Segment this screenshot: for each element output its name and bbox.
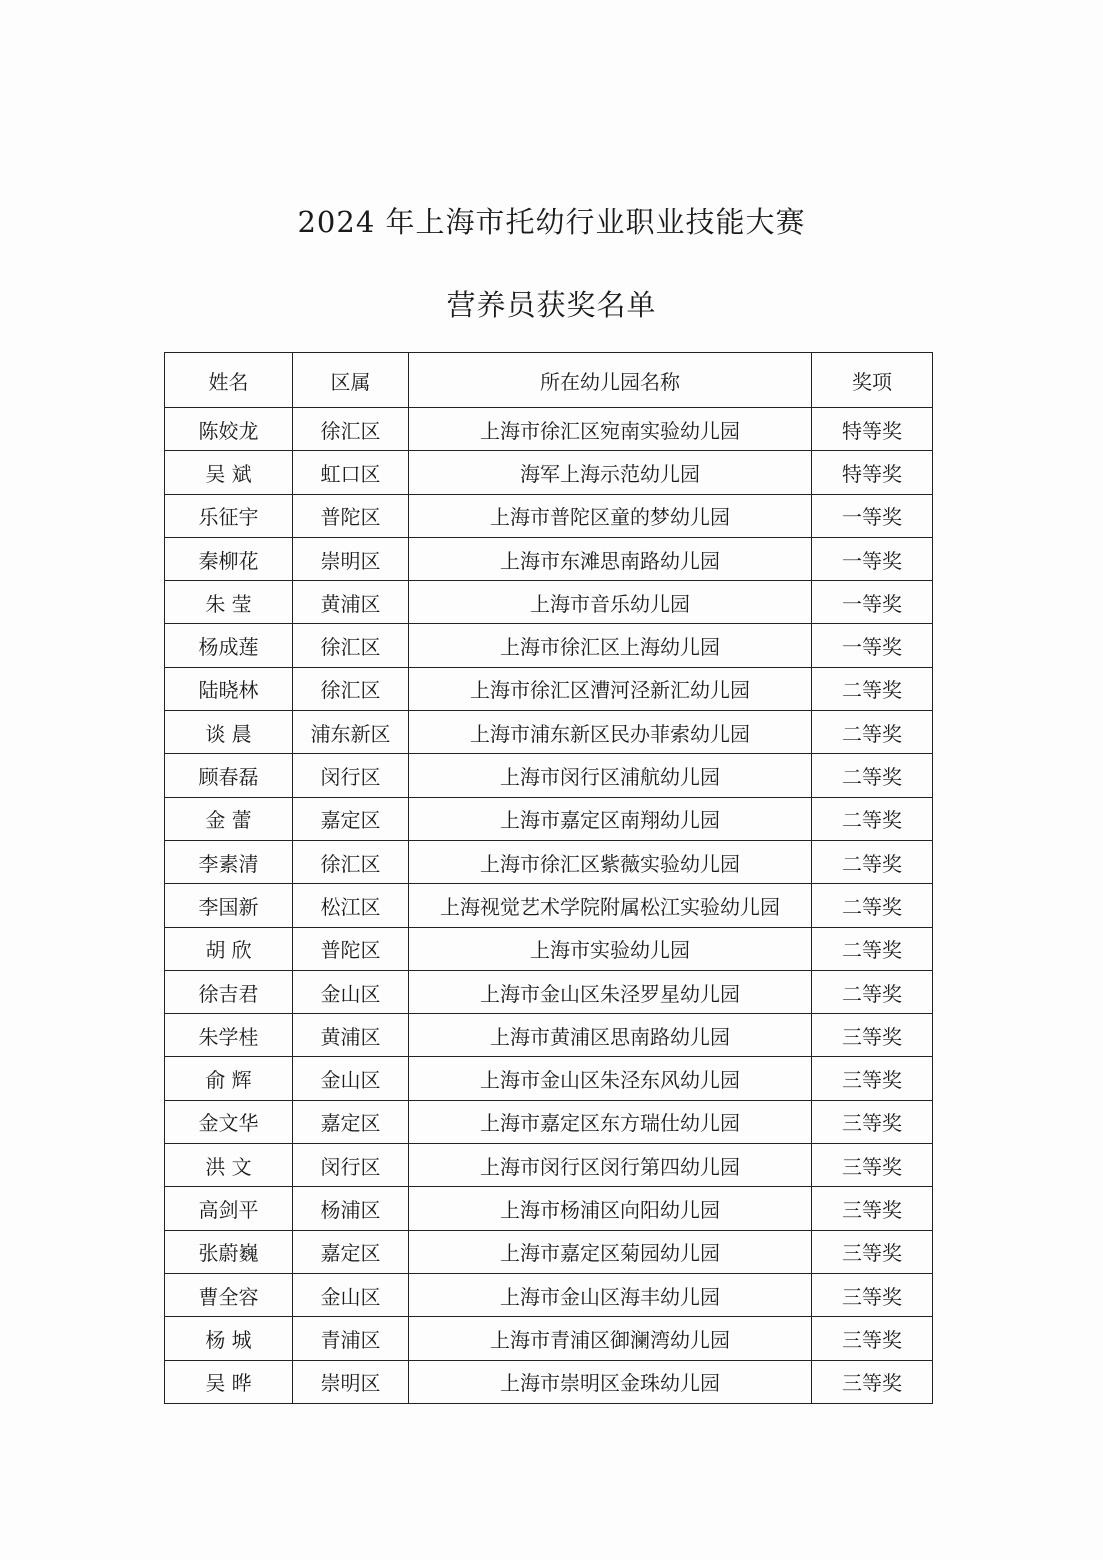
cell-award: 二等奖 <box>812 667 933 710</box>
cell-district: 崇明区 <box>293 537 409 580</box>
cell-district: 普陀区 <box>293 927 409 970</box>
cell-district: 崇明区 <box>293 1360 409 1403</box>
cell-kindergarten: 上海市闵行区浦航幼儿园 <box>409 754 812 797</box>
table-row <box>165 537 933 580</box>
cell-kindergarten: 上海市徐汇区紫薇实验幼儿园 <box>409 840 812 883</box>
cell-award: 三等奖 <box>812 1187 933 1230</box>
cell-award: 二等奖 <box>812 927 933 970</box>
cell-award: 一等奖 <box>812 624 933 667</box>
cell-district: 徐汇区 <box>293 408 409 451</box>
cell-name: 徐吉君 <box>165 970 293 1013</box>
cell-district: 嘉定区 <box>293 1100 409 1143</box>
cell-kindergarten: 上海市徐汇区上海幼儿园 <box>409 624 812 667</box>
cell-award: 二等奖 <box>812 970 933 1013</box>
cell-kindergarten: 上海市普陀区童的梦幼儿园 <box>409 494 812 537</box>
cell-district: 金山区 <box>293 1273 409 1316</box>
cell-name: 谈 晨 <box>165 711 293 754</box>
cell-award: 二等奖 <box>812 884 933 927</box>
cell-kindergarten: 上海市金山区海丰幼儿园 <box>409 1273 812 1316</box>
cell-kindergarten: 上海市音乐幼儿园 <box>409 581 812 624</box>
cell-name: 吴 斌 <box>165 451 293 494</box>
cell-name: 秦柳花 <box>165 537 293 580</box>
table-row <box>165 1273 933 1316</box>
table-row <box>165 927 933 970</box>
table-row <box>165 1187 933 1230</box>
cell-kindergarten: 上海市东滩思南路幼儿园 <box>409 537 812 580</box>
document-title: 2024 年上海市托幼行业职业技能大赛 <box>297 205 806 239</box>
cell-award: 三等奖 <box>812 1230 933 1273</box>
cell-name: 陆晓林 <box>165 667 293 710</box>
table-row <box>165 408 933 451</box>
cell-kindergarten: 上海市徐汇区漕河泾新汇幼儿园 <box>409 667 812 710</box>
table-row <box>165 711 933 754</box>
cell-name: 朱学桂 <box>165 1014 293 1057</box>
table-row <box>165 884 933 927</box>
cell-name: 张蔚巍 <box>165 1230 293 1273</box>
cell-kindergarten: 上海市闵行区闵行第四幼儿园 <box>409 1144 812 1187</box>
table-row <box>165 754 933 797</box>
cell-district: 黄浦区 <box>293 581 409 624</box>
table-row <box>165 494 933 537</box>
header-award: 奖项 <box>812 353 933 408</box>
cell-district: 普陀区 <box>293 494 409 537</box>
cell-kindergarten: 上海市实验幼儿园 <box>409 927 812 970</box>
cell-name: 朱 莹 <box>165 581 293 624</box>
cell-name: 洪 文 <box>165 1144 293 1187</box>
cell-district: 徐汇区 <box>293 840 409 883</box>
cell-award: 三等奖 <box>812 1057 933 1100</box>
cell-district: 松江区 <box>293 884 409 927</box>
cell-name: 顾春磊 <box>165 754 293 797</box>
cell-award: 二等奖 <box>812 797 933 840</box>
cell-district: 徐汇区 <box>293 667 409 710</box>
cell-kindergarten: 上海视觉艺术学院附属松江实验幼儿园 <box>409 884 812 927</box>
cell-kindergarten: 上海市杨浦区向阳幼儿园 <box>409 1187 812 1230</box>
table-row <box>165 797 933 840</box>
cell-award: 三等奖 <box>812 1144 933 1187</box>
cell-district: 虹口区 <box>293 451 409 494</box>
cell-district: 嘉定区 <box>293 1230 409 1273</box>
table-row <box>165 581 933 624</box>
cell-name: 金文华 <box>165 1100 293 1143</box>
table-row <box>165 1100 933 1143</box>
cell-kindergarten: 上海市青浦区御澜湾幼儿园 <box>409 1317 812 1360</box>
cell-award: 三等奖 <box>812 1100 933 1143</box>
table-row <box>165 1317 933 1360</box>
cell-district: 浦东新区 <box>293 711 409 754</box>
cell-name: 胡 欣 <box>165 927 293 970</box>
cell-kindergarten: 上海市嘉定区菊园幼儿园 <box>409 1230 812 1273</box>
table-row <box>165 451 933 494</box>
cell-kindergarten: 上海市徐汇区宛南实验幼儿园 <box>409 408 812 451</box>
table-row <box>165 1230 933 1273</box>
cell-district: 闵行区 <box>293 754 409 797</box>
cell-award: 二等奖 <box>812 840 933 883</box>
table-row <box>165 970 933 1013</box>
table-row <box>165 1014 933 1057</box>
cell-name: 乐征宇 <box>165 494 293 537</box>
table-row <box>165 840 933 883</box>
cell-kindergarten: 海军上海示范幼儿园 <box>409 451 812 494</box>
table-row <box>165 624 933 667</box>
cell-name: 李素清 <box>165 840 293 883</box>
cell-award: 二等奖 <box>812 711 933 754</box>
cell-award: 一等奖 <box>812 581 933 624</box>
table-body <box>165 408 933 1404</box>
cell-award: 三等奖 <box>812 1317 933 1360</box>
cell-award: 一等奖 <box>812 537 933 580</box>
table-row <box>165 1360 933 1403</box>
cell-name: 曹全容 <box>165 1273 293 1316</box>
cell-award: 三等奖 <box>812 1360 933 1403</box>
cell-name: 陈姣龙 <box>165 408 293 451</box>
cell-kindergarten: 上海市黄浦区思南路幼儿园 <box>409 1014 812 1057</box>
cell-award: 特等奖 <box>812 408 933 451</box>
cell-award: 三等奖 <box>812 1014 933 1057</box>
cell-award: 二等奖 <box>812 754 933 797</box>
cell-name: 高剑平 <box>165 1187 293 1230</box>
table-header-row <box>165 353 933 408</box>
header-kindergarten: 所在幼儿园名称 <box>409 353 812 408</box>
cell-award: 三等奖 <box>812 1273 933 1316</box>
cell-district: 嘉定区 <box>293 797 409 840</box>
cell-award: 一等奖 <box>812 494 933 537</box>
cell-name: 吴 晔 <box>165 1360 293 1403</box>
cell-name: 杨成莲 <box>165 624 293 667</box>
table-row <box>165 667 933 710</box>
header-district: 区属 <box>293 353 409 408</box>
cell-district: 金山区 <box>293 970 409 1013</box>
cell-kindergarten: 上海市嘉定区南翔幼儿园 <box>409 797 812 840</box>
cell-name: 李国新 <box>165 884 293 927</box>
cell-kindergarten: 上海市浦东新区民办菲索幼儿园 <box>409 711 812 754</box>
awards-table <box>164 352 933 1404</box>
cell-kindergarten: 上海市崇明区金珠幼儿园 <box>409 1360 812 1403</box>
cell-name: 金 蕾 <box>165 797 293 840</box>
cell-district: 黄浦区 <box>293 1014 409 1057</box>
cell-kindergarten: 上海市金山区朱泾东风幼儿园 <box>409 1057 812 1100</box>
cell-district: 杨浦区 <box>293 1187 409 1230</box>
cell-name: 杨 城 <box>165 1317 293 1360</box>
cell-district: 徐汇区 <box>293 624 409 667</box>
table-row <box>165 1144 933 1187</box>
cell-district: 青浦区 <box>293 1317 409 1360</box>
cell-kindergarten: 上海市金山区朱泾罗星幼儿园 <box>409 970 812 1013</box>
header-name: 姓名 <box>165 353 293 408</box>
cell-district: 闵行区 <box>293 1144 409 1187</box>
document-subtitle: 营养员获奖名单 <box>446 288 657 322</box>
table-row <box>165 1057 933 1100</box>
cell-kindergarten: 上海市嘉定区东方瑞仕幼儿园 <box>409 1100 812 1143</box>
cell-district: 金山区 <box>293 1057 409 1100</box>
cell-name: 俞 辉 <box>165 1057 293 1100</box>
cell-award: 特等奖 <box>812 451 933 494</box>
